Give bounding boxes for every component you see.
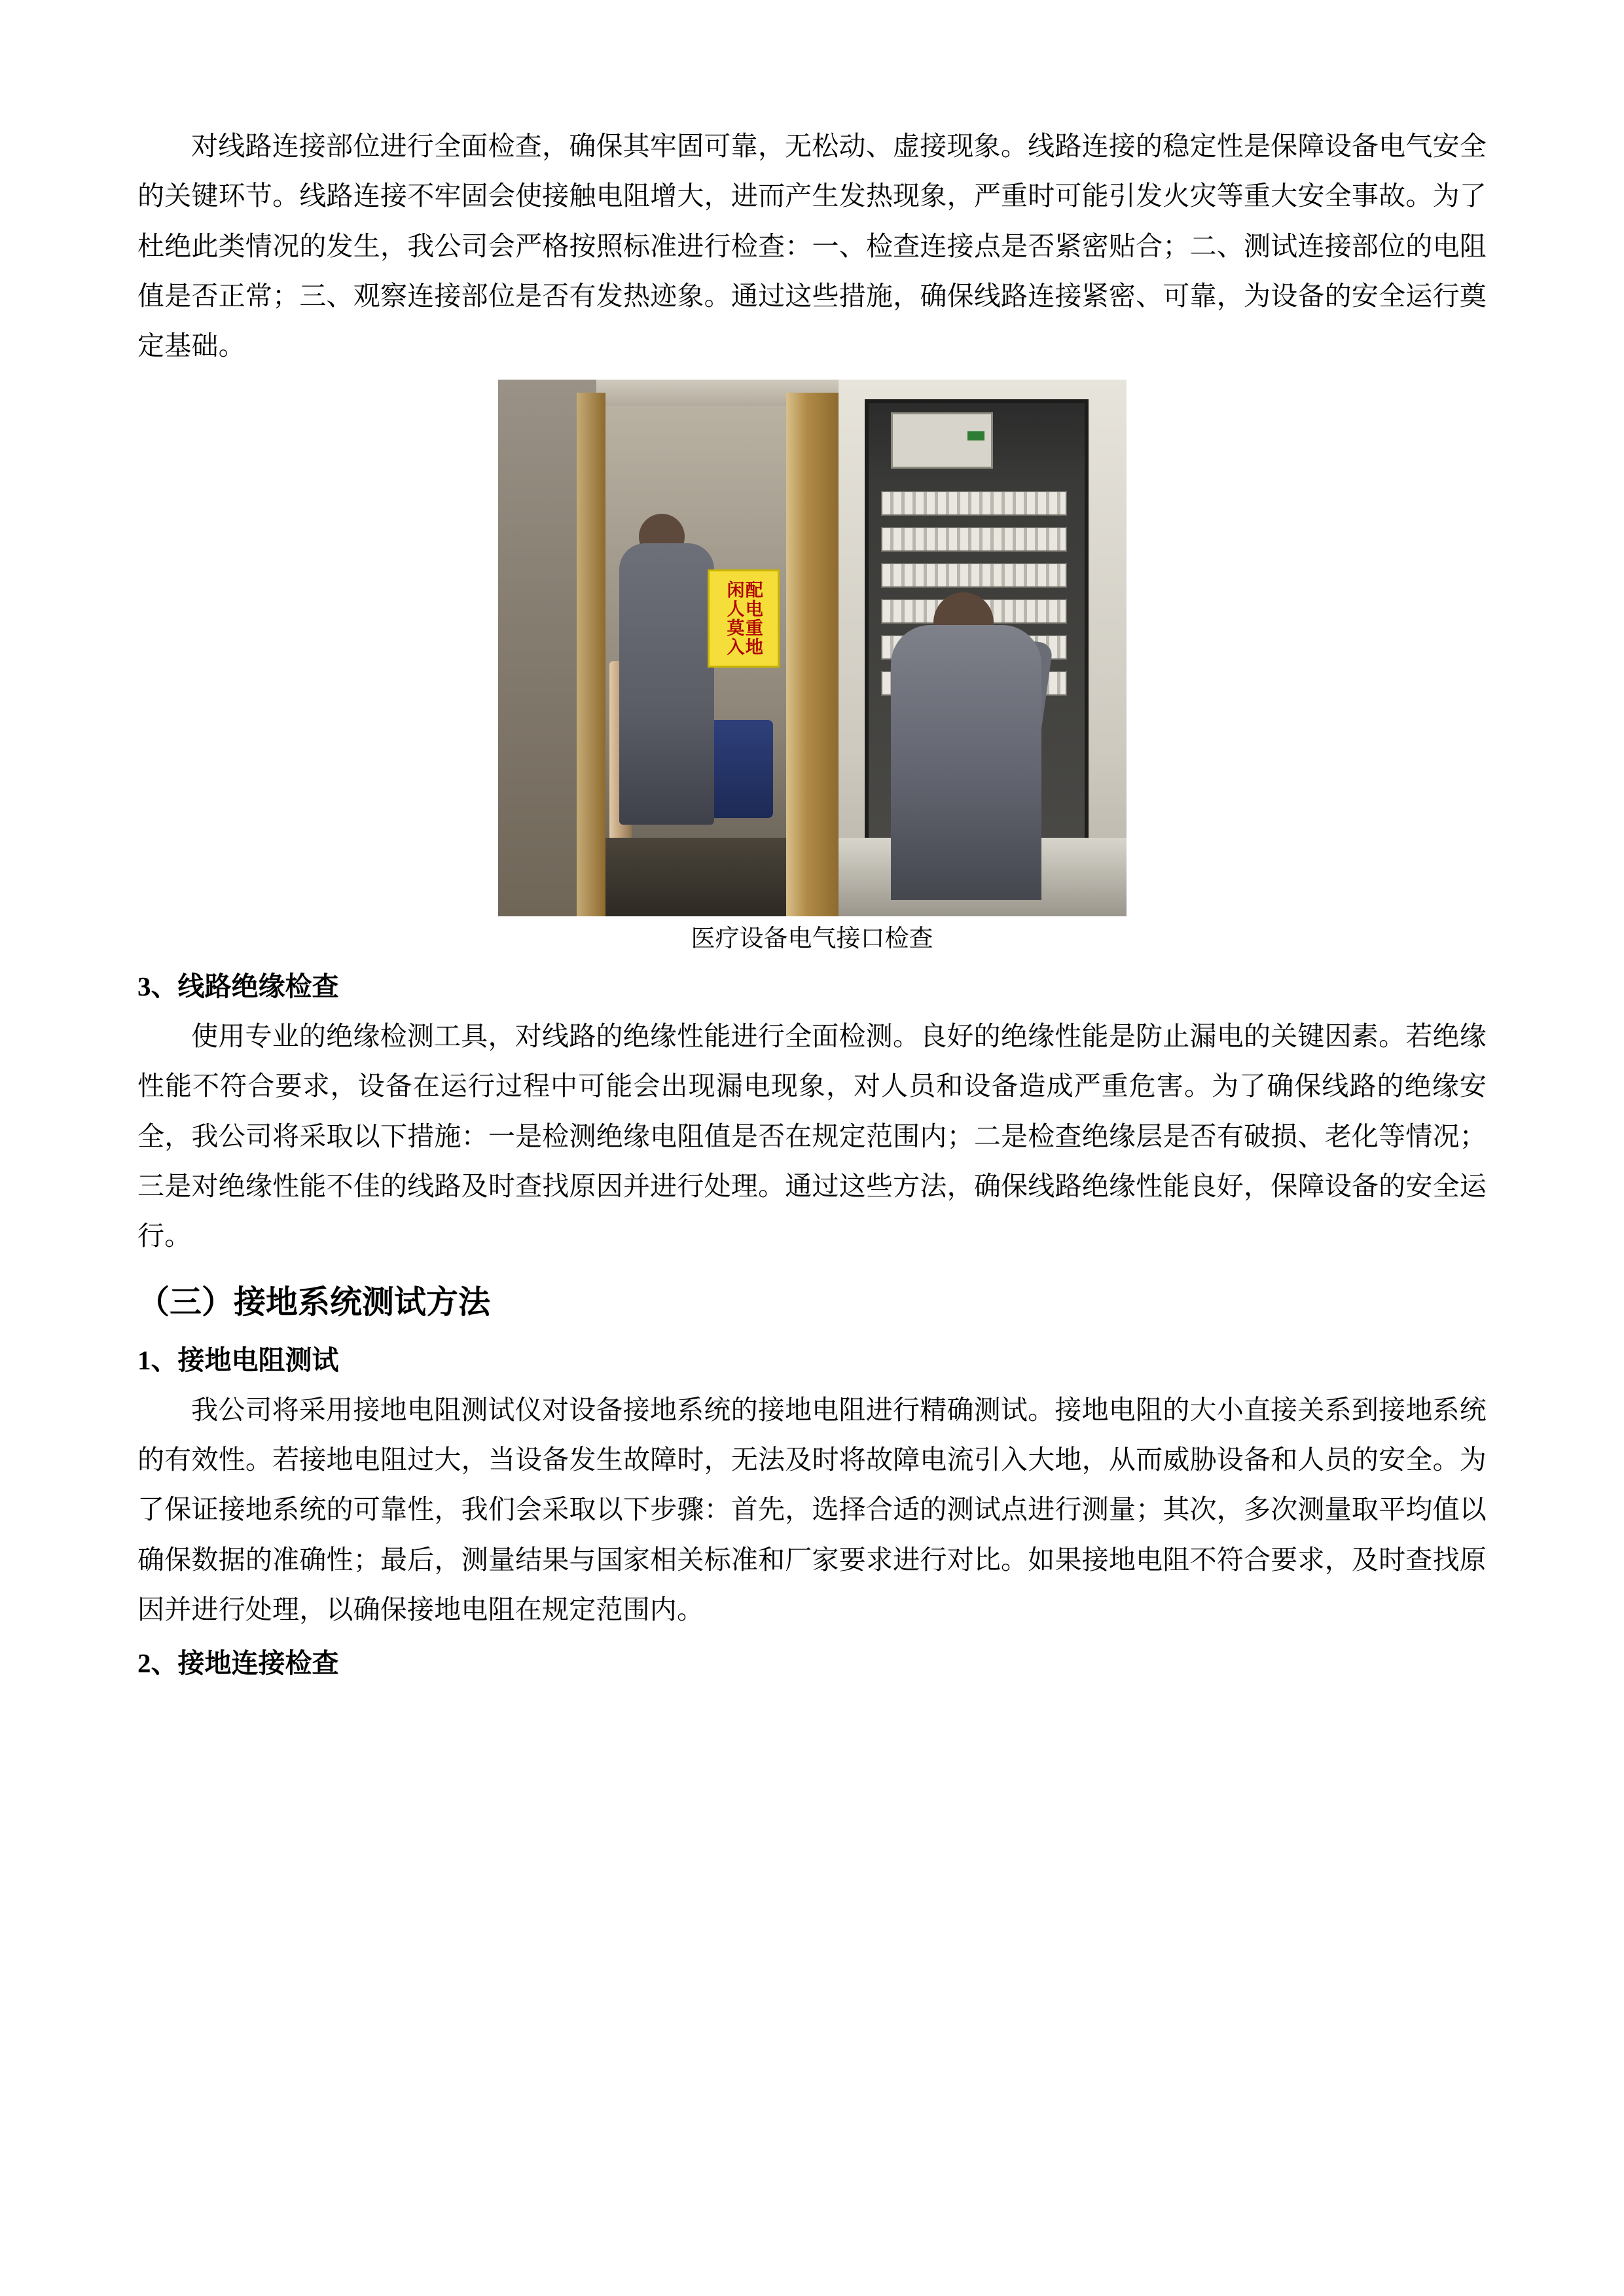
figure-electrical-interface-inspection xyxy=(137,380,1487,958)
photo-door-frame-outer xyxy=(786,393,839,916)
photo-warning-sign: 配电重地闲人莫入 xyxy=(708,569,780,668)
heading-grounding-resistance-test: 1、接地电阻测试 xyxy=(137,1344,339,1375)
heading-grounding-test-methods: （三）接地系统测试方法 xyxy=(137,1284,491,1321)
paragraph-line-connection: 对线路连接部位进行全面检查，确保其牢固可靠，无松动、虚接现象。线路连接的稳定性是保障设备电气安全的关键环节。线路连接不牢固会使接触电阻增大，进而产生发热现象，严重时可能引发火灾等重大安全事故。为了杜绝此类情况的发生，我公司会严格按照标准进行检查：一、检查连接点是否紧密贴合；二、测试连接部位的电阻值是否正常；三、观察连接部位是否有发热迹象。通过这些措施，确保线路连接紧密、可靠，为设备的安全运行奠定基础。 xyxy=(137,131,1487,361)
photo-breaker-row xyxy=(881,563,1067,588)
photo-worker-left-body xyxy=(619,543,714,825)
photo-meter-box xyxy=(891,412,993,469)
figure-caption: 医疗设备电气接口检查 xyxy=(691,925,933,953)
photo-door-frame-inner xyxy=(577,393,605,916)
photo-worker-right-body xyxy=(891,625,1041,900)
heading-grounding-connection-check: 2、接地连接检查 xyxy=(137,1648,339,1679)
heading-insulation-check: 3、线路绝缘检查 xyxy=(137,971,339,1001)
photo-breaker-row xyxy=(881,527,1067,552)
figure-image xyxy=(498,380,1127,916)
photo-meter-led xyxy=(967,431,984,440)
paragraph-grounding-resistance: 我公司将采用接地电阻测试仪对设备接地系统的接地电阻进行精确测试。接地电阻的大小直接关系到接地系统的有效性。若接地电阻过大，当设备发生故障时，无法及时将故障电流引入大地，从而威胁设备和人员的安全。为了保证接地系统的可靠性，我们会采取以下步骤：首先，选择合适的测试点进行测量；其次，多次测量取平均值以确保数据的准确性；最后，测量结果与国家相关标准和厂家要求进行对比。如果接地电阻不符合要求，及时查找原因并进行处理，以确保接地电阻在规定范围内。 xyxy=(137,1394,1487,1624)
paragraph-insulation: 使用专业的绝缘检测工具，对线路的绝缘性能进行全面检测。良好的绝缘性能是防止漏电的关键因素。若绝缘性能不符合要求，设备在运行过程中可能会出现漏电现象，对人员和设备造成严重危害。为了确保线路的绝缘安全，我公司将采取以下措施：一是检测绝缘电阻值是否在规定范围内；二是检查绝缘层是否有破损、老化等情况；三是对绝缘性能不佳的线路及时查找原因并进行处理。通过这些方法，确保线路绝缘性能良好，保障设备的安全运行。 xyxy=(137,1021,1487,1251)
photo-breaker-row xyxy=(881,491,1067,516)
